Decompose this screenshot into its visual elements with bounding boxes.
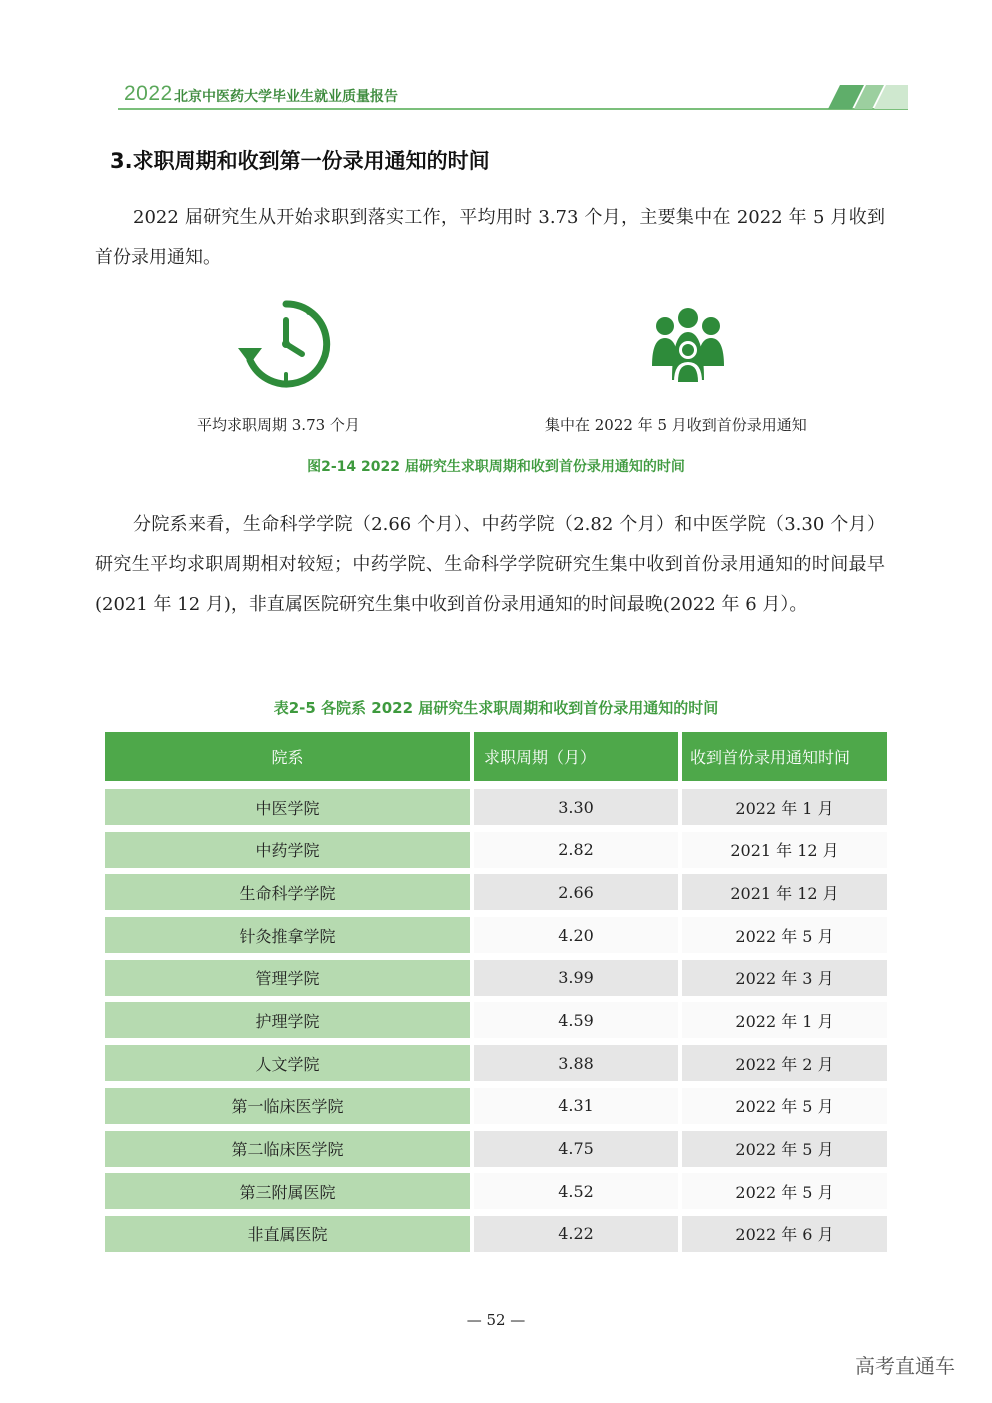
cell-department: 管理学院 [105,960,470,996]
table-row [105,1002,887,1038]
cell-cycle: 3.88 [474,1045,678,1081]
cell-department: 非直属医院 [105,1216,470,1252]
table-row [105,874,887,910]
header-title: 北京中医药大学毕业生就业质量报告 [174,89,398,105]
watermark-text: 高考直通车 [855,1354,955,1378]
table-row [105,1216,887,1252]
cell-department: 第三附属医院 [105,1173,470,1209]
page-number: — 52 — [466,1311,526,1329]
header-year: 2022 [124,82,173,105]
table-row [105,789,887,825]
cell-cycle: 4.20 [474,917,678,953]
table-header-row [105,732,887,781]
table-row [105,832,887,868]
people-caption: 集中在 2022 年 5 月收到首份录用通知 [545,416,807,434]
analysis-paragraph: 分院系来看，生命科学学院（2.66 个月）、中药学院（2.82 个月）和中医学院（3.30 个月）研究生平均求职周期相对较短；中药学院、生命科学学院研究生集中收到首份录用通知的时间最早(2021 年 12 月)，非直属医院研究生集中收到首份录用通知的时间最晚(2022 年 6 月）。 [95,514,885,615]
cell-department: 针灸推拿学院 [105,917,470,953]
department-table [105,732,887,1259]
cell-cycle: 3.30 [474,789,678,825]
cell-offer-time: 2022 年 5 月 [682,1173,887,1209]
section-title: 3.求职周期和收到第一份录用通知的时间 [110,149,490,173]
cell-department: 生命科学学院 [105,874,470,910]
table-body [105,789,887,1252]
cell-cycle: 4.75 [474,1131,678,1167]
table-caption: 表2-5 各院系 2022 届研究生求职周期和收到首份录用通知的时间 [273,699,719,717]
cell-offer-time: 2022 年 5 月 [682,1088,887,1124]
cell-department: 中医学院 [105,789,470,825]
cell-offer-time: 2021 年 12 月 [682,832,887,868]
figure-caption: 图2-14 2022 届研究生求职周期和收到首份录用通知的时间 [307,459,685,475]
people-icon [650,306,726,382]
clock-icon [236,298,336,388]
cell-department: 第一临床医学院 [105,1088,470,1124]
header-offer-time: 收到首份录用通知时间 [682,732,887,781]
table-row [105,917,887,953]
cell-cycle: 4.22 [474,1216,678,1252]
cell-offer-time: 2022 年 1 月 [682,1002,887,1038]
cell-cycle: 4.31 [474,1088,678,1124]
cell-department: 第二临床医学院 [105,1131,470,1167]
header-cycle: 求职周期（月） [474,732,678,781]
cell-offer-time: 2022 年 2 月 [682,1045,887,1081]
header-divider [118,108,908,110]
cell-cycle: 4.59 [474,1002,678,1038]
clock-caption: 平均求职周期 3.73 个月 [197,416,360,434]
table-row [105,1131,887,1167]
cell-department: 护理学院 [105,1002,470,1038]
table-row [105,1088,887,1124]
page-header [118,82,908,110]
cell-department: 中药学院 [105,832,470,868]
header-department: 院系 [105,732,470,781]
table-row [105,1045,887,1081]
header-decoration-icon [818,85,908,109]
cell-cycle: 2.82 [474,832,678,868]
cell-offer-time: 2021 年 12 月 [682,874,887,910]
table-row [105,960,887,996]
cell-cycle: 3.99 [474,960,678,996]
intro-paragraph: 2022 届研究生从开始求职到落实工作，平均用时 3.73 个月，主要集中在 2022 年 5 月收到首份录用通知。 [95,207,885,268]
table-row [105,1173,887,1209]
cell-cycle: 2.66 [474,874,678,910]
cell-cycle: 4.52 [474,1173,678,1209]
cell-department: 人文学院 [105,1045,470,1081]
cell-offer-time: 2022 年 5 月 [682,1131,887,1167]
cell-offer-time: 2022 年 6 月 [682,1216,887,1252]
cell-offer-time: 2022 年 1 月 [682,789,887,825]
cell-offer-time: 2022 年 5 月 [682,917,887,953]
cell-offer-time: 2022 年 3 月 [682,960,887,996]
